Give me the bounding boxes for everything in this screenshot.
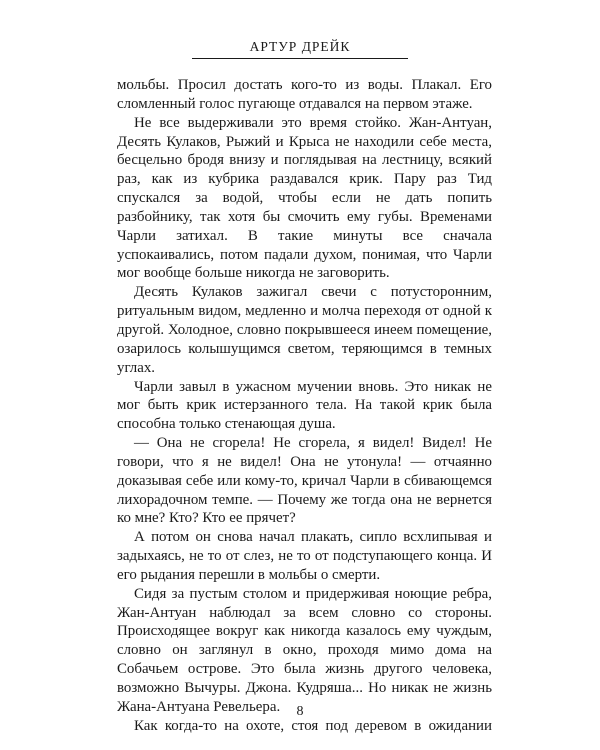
running-head: АРТУР ДРЕЙК [249, 39, 351, 54]
paragraph: — Она не сгорела! Не сгорела, я видел! Видел! Не говори, что я не видел! Она не утонула! — отчаянно доказывая себе или кому-то, кричал Чарли в сбивающемся лихорадочном темпе. — Почему же тогда она не вернется ко мне? Кто? Кто ее прячет? [117, 435, 492, 527]
paragraph: Не все выдерживали это время стойко. Жан-Антуан, Десять Кулаков, Рыжий и Крыса не находили себе места, бесцельно бродя внизу и поглядывая на лестницу, всякий раз, как из кубрика раздавался крик. Пару раз Тид спускался за водой, чтобы если не дать попить разбойнику, так хотя бы смочить ему губы. Временами Чарли затихал. В такие минуты все сначала успокаивались, потом падали духом, понимая, что Чарли мог вообще больше никогда не заговорить. [117, 114, 492, 282]
header-rule [192, 58, 408, 59]
page-number: 8 [296, 704, 304, 719]
paragraph: Десять Кулаков зажигал свечи с потусторонним, ритуальным видом, медленно и молча переходя от одной к другой. Холодное, словно покрывшееся инеем помещение, озарилось колышущимся светом, теряющимся в темных углах. [117, 284, 492, 376]
paragraph: Сидя за пустым столом и придерживая ноющие ребра, Жан-Антуан наблюдал за всем словно со стороны. Происходящее вокруг как никогда казалось ему чуждым, словно он заглянул в окно, проходя мимо дома на Собачьем острове. Это была жизнь другого человека, возможно Вычуры. Джона. Кудряша... Но никак не жизнь Жана-Антуана Ревельера. [117, 585, 492, 715]
paragraph: Как когда-то на охоте, стоя под деревом в ожидании [134, 717, 492, 734]
paragraph: А потом он снова начал плакать, сипло всхлипывая и задыхаясь, не то от слез, не то от подступающего конца. И его рыдания перешли в мольбы о смерти. [117, 529, 492, 583]
paragraph: мольбы. Просил достать кого-то из воды. Плакал. Его сломленный голос пугающе отдавался на первом этаже. [117, 77, 492, 112]
body-text [117, 76, 492, 736]
paragraph: Чарли завыл в ужасном мучении вновь. Это никак не мог быть крик истерзанного тела. На такой крик была способна только стенающая душа. [117, 378, 492, 433]
